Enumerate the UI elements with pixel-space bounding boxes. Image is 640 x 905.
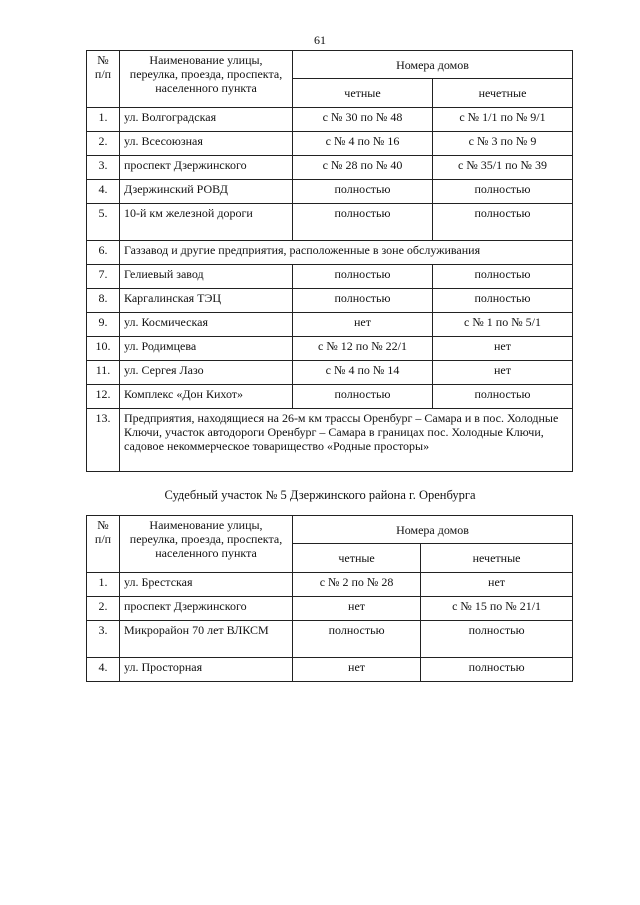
row-even: полностью bbox=[293, 265, 433, 289]
row-even: нет bbox=[293, 597, 421, 621]
row-name: Комплекс «Дон Кихот» bbox=[120, 385, 293, 409]
row-num: 3. bbox=[87, 156, 120, 180]
row-odd: нет bbox=[421, 573, 573, 597]
row-num: 8. bbox=[87, 289, 120, 313]
row-odd: полностью bbox=[433, 180, 573, 204]
row-name: Гелиевый завод bbox=[120, 265, 293, 289]
table-row bbox=[87, 313, 573, 337]
row-name: ул. Брестская bbox=[120, 573, 293, 597]
row-odd: полностью bbox=[433, 289, 573, 313]
row-even: с № 4 по № 16 bbox=[293, 132, 433, 156]
row-odd: нет bbox=[433, 337, 573, 361]
header-even: четные bbox=[293, 79, 433, 108]
row-num: 7. bbox=[87, 265, 120, 289]
row-odd: полностью bbox=[421, 621, 573, 658]
row-even: с № 4 по № 14 bbox=[293, 361, 433, 385]
row-num: 5. bbox=[87, 204, 120, 241]
row-even: с № 28 по № 40 bbox=[293, 156, 433, 180]
row-num: 6. bbox=[87, 241, 120, 265]
row-odd: с № 35/1 по № 39 bbox=[433, 156, 573, 180]
table-row bbox=[87, 385, 573, 409]
row-odd: с № 1/1 по № 9/1 bbox=[433, 108, 573, 132]
row-num: 3. bbox=[87, 621, 120, 658]
table-row bbox=[87, 597, 573, 621]
row-name: Микрорайон 70 лет ВЛКСМ bbox=[120, 621, 293, 658]
row-even: с № 12 по № 22/1 bbox=[293, 337, 433, 361]
row-num: 11. bbox=[87, 361, 120, 385]
row-odd: полностью bbox=[433, 385, 573, 409]
table-row bbox=[87, 108, 573, 132]
header-name: Наименование улицы, переулка, проезда, проспекта, населенного пункта bbox=[120, 51, 293, 108]
row-name: ул. Волгоградская bbox=[120, 108, 293, 132]
table-row bbox=[87, 241, 573, 265]
row-odd: нет bbox=[433, 361, 573, 385]
row-num: 13. bbox=[87, 409, 120, 472]
table-row bbox=[87, 265, 573, 289]
row-num: 9. bbox=[87, 313, 120, 337]
row-name: проспект Дзержинского bbox=[120, 597, 293, 621]
table-row bbox=[87, 289, 573, 313]
header-name: Наименование улицы, переулка, проезда, проспекта, населенного пункта bbox=[120, 516, 293, 573]
row-num: 1. bbox=[87, 108, 120, 132]
row-name: ул. Просторная bbox=[120, 658, 293, 682]
row-even: с № 30 по № 48 bbox=[293, 108, 433, 132]
row-name: Каргалинская ТЭЦ bbox=[120, 289, 293, 313]
row-even: с № 2 по № 28 bbox=[293, 573, 421, 597]
row-num: 12. bbox=[87, 385, 120, 409]
table-row bbox=[87, 409, 573, 472]
row-even: полностью bbox=[293, 204, 433, 241]
table-row bbox=[87, 156, 573, 180]
table-row bbox=[87, 621, 573, 658]
row-name: ул. Всесоюзная bbox=[120, 132, 293, 156]
row-name: 10-й км железной дороги bbox=[120, 204, 293, 241]
row-merged-text: Предприятия, находящиеся на 26-м км трассы Оренбург – Самара и в пос. Холодные Ключи, участок автодороги Оренбург – Самара в границах пос. Холодные Ключи, садовое некоммерческое товарищество «Родные просторы» bbox=[120, 409, 573, 472]
row-num: 4. bbox=[87, 658, 120, 682]
header-odd: нечетные bbox=[421, 544, 573, 573]
table-row bbox=[87, 658, 573, 682]
row-odd: с № 1 по № 5/1 bbox=[433, 313, 573, 337]
row-odd: с № 3 по № 9 bbox=[433, 132, 573, 156]
row-odd: полностью bbox=[433, 265, 573, 289]
districts-table-2 bbox=[86, 515, 573, 682]
page-number: 61 bbox=[314, 33, 326, 47]
table-row bbox=[87, 361, 573, 385]
header-odd: нечетные bbox=[433, 79, 573, 108]
row-even: нет bbox=[293, 313, 433, 337]
table-row bbox=[87, 132, 573, 156]
row-num: 2. bbox=[87, 597, 120, 621]
row-name: Дзержинский РОВД bbox=[120, 180, 293, 204]
row-even: полностью bbox=[293, 385, 433, 409]
table-row bbox=[87, 337, 573, 361]
table-row bbox=[87, 573, 573, 597]
row-name: ул. Космическая bbox=[120, 313, 293, 337]
table-row bbox=[87, 204, 573, 241]
header-houses: Номера домов bbox=[293, 51, 573, 79]
row-odd: полностью bbox=[433, 204, 573, 241]
table-row bbox=[87, 180, 573, 204]
row-even: нет bbox=[293, 658, 421, 682]
header-num: № п/п bbox=[87, 516, 120, 573]
row-num: 2. bbox=[87, 132, 120, 156]
header-num: № п/п bbox=[87, 51, 120, 108]
row-name: ул. Родимцева bbox=[120, 337, 293, 361]
row-odd: полностью bbox=[421, 658, 573, 682]
row-num: 10. bbox=[87, 337, 120, 361]
row-name: ул. Сергея Лазо bbox=[120, 361, 293, 385]
row-even: полностью bbox=[293, 289, 433, 313]
section-title: Судебный участок № 5 Дзержинского района г. Оренбурга bbox=[164, 488, 476, 502]
row-num: 1. bbox=[87, 573, 120, 597]
header-houses: Номера домов bbox=[293, 516, 573, 544]
row-num: 4. bbox=[87, 180, 120, 204]
row-even: полностью bbox=[293, 180, 433, 204]
row-name: проспект Дзержинского bbox=[120, 156, 293, 180]
row-odd: с № 15 по № 21/1 bbox=[421, 597, 573, 621]
districts-table-1 bbox=[86, 50, 573, 472]
row-merged-text: Газзавод и другие предприятия, расположенные в зоне обслуживания bbox=[120, 241, 573, 265]
row-even: полностью bbox=[293, 621, 421, 658]
header-even: четные bbox=[293, 544, 421, 573]
